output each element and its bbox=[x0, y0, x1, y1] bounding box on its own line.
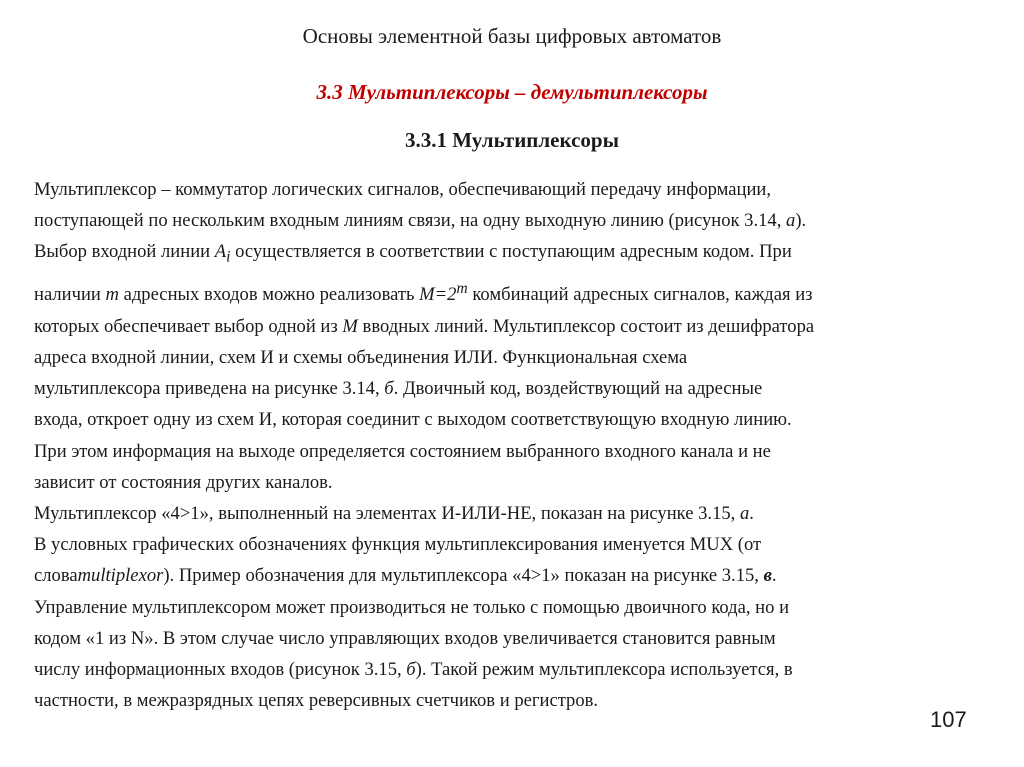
body-line: словаmultiplexor). Пример обозначения для мультиплексора «4>1» показан на рисунке 3.15, в. bbox=[34, 565, 777, 587]
body-line: мультиплексора приведена на рисунке 3.14, б. Двоичный код, воздействующий на адресные bbox=[34, 378, 763, 400]
body-line: Выбор входной линии $A_i$ осуществляется в соответствии с поступающим адресным кодом. При bbox=[34, 241, 792, 267]
body-line: наличии m адресных входов можно реализовать $M=2^m$ комбинаций адресных сигналов, каждая из bbox=[34, 280, 813, 306]
variable-a: A bbox=[214, 241, 227, 263]
body-text bbox=[34, 174, 1004, 716]
body-line: В условных графических обозначениях функция мультиплексирования именуется MUX (от bbox=[34, 534, 762, 556]
slide-subtitle: 3.3 Мультиплексоры – демультиплексоры bbox=[316, 80, 708, 104]
body-line: частности, в межразрядных цепях реверсивных счетчиков и регистров. bbox=[34, 690, 599, 712]
body-line: Управление мультиплексором может производиться не только с помощью двоичного кода, но и bbox=[34, 596, 790, 618]
body-line: Мультиплексор – коммутатор логических сигналов, обеспечивающий передачу информации, bbox=[34, 179, 772, 200]
body-line: числу информационных входов (рисунок 3.15, б). Такой режим мультиплексора используется, в bbox=[34, 658, 793, 680]
slide-title: Основы элементной базы цифровых автоматов bbox=[302, 24, 722, 48]
body-line: кодом «1 из N». В этом случае число управляющих входов увеличивается становится равным bbox=[34, 627, 776, 649]
body-line: зависит от состояния других каналов. bbox=[34, 471, 333, 493]
body-line: которых обеспечивает выбор одной из M вводных линий. Мультиплексор состоит из дешифратора bbox=[34, 315, 815, 337]
body-line: входа, откроет одну из схем И, которая соединит с выходом соответствующую входную линию. bbox=[34, 409, 792, 431]
section-heading: 3.3.1 Мультиплексоры bbox=[405, 128, 619, 152]
body-line: поступающей по нескольким входным линиям связи, на одну выходную линию (рисунок 3.14, а). bbox=[34, 210, 807, 232]
page-number: 107 bbox=[930, 707, 967, 732]
body-line: Мультиплексор «4>1», выполненный на элементах И-ИЛИ-НЕ, показан на рисунке 3.15, а. bbox=[34, 502, 754, 524]
body-line: При этом информация на выходе определяется состоянием выбранного входного канала и не bbox=[34, 440, 771, 462]
formula: M=2 bbox=[419, 284, 457, 306]
body-line: адреса входной линии, схем И и схемы объединения ИЛИ. Функциональная схема bbox=[34, 346, 688, 368]
